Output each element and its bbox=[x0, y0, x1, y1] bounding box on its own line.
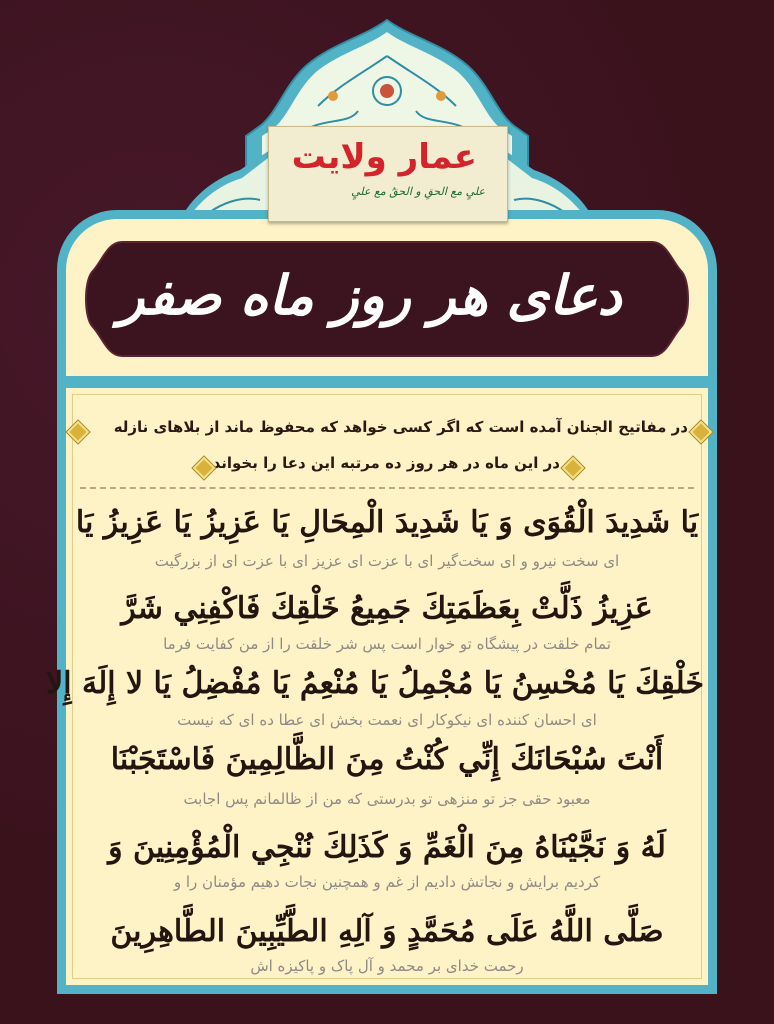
dashed-divider bbox=[80, 487, 694, 489]
verse-persian: ای سخت نیرو و ای سخت‌گیر ای با عزت ای عزیز ای با عزت ای از بزرگیت bbox=[154, 552, 620, 570]
brand-title: عمار ولایت bbox=[291, 137, 477, 177]
intro-line-2: در این ماه در هر روز ده مرتبه این دعا را بخواند bbox=[212, 454, 560, 472]
intro-line-1: در مفاتیح الجنان آمده است که اگر کسی خواهد که محفوظ ماند از بلاهای نازله bbox=[113, 418, 688, 436]
verse-persian: معبود حقی جز تو منزهی تو بدرستی که من از ظالمانم پس اجابت bbox=[183, 790, 591, 808]
left-ornament-band bbox=[180, 140, 270, 220]
verse-persian: کردیم برایش و نجاتش دادیم از غم و همچنین نجات دهیم مؤمنان را و bbox=[173, 873, 601, 891]
verse-arabic: يَا شَدِيدَ الْقُوَى وَ يَا شَدِيدَ الْمِحَالِ يَا عَزِيزُ يَا عَزِيزُ يَا bbox=[75, 505, 699, 540]
verse-arabic: عَزِيزُ ذَلَّتْ بِعَظَمَتِكَ جَمِيعُ خَلْقِكَ فَاكْفِنِي شَرَّ bbox=[121, 591, 653, 626]
banner-title: دعای هر روز ماه صفر bbox=[118, 263, 622, 327]
right-ornament-band bbox=[504, 140, 594, 220]
verse-persian: رحمت خدای بر محمد و آل پاک و پاکیزه اش bbox=[250, 957, 524, 975]
verse-persian: ای احسان کننده ای نیکوکار ای نعمت بخش ای عطا ده ای که نیست bbox=[177, 711, 597, 729]
verse-arabic: خَلْقِكَ يَا مُحْسِنُ يَا مُجْمِلُ يَا مُنْعِمُ يَا مُفْضِلُ يَا لا إِلَهَ إِلا bbox=[46, 666, 704, 701]
verse-arabic: أَنْتَ سُبْحَانَكَ إِنِّي كُنْتُ مِنَ الظَّالِمِينَ فَاسْتَجَبْنَا bbox=[110, 742, 664, 777]
verse-arabic: لَهُ وَ نَجَّيْنَاهُ مِنَ الْغَمِّ وَ كَذَلِكَ نُنْجِي الْمُؤْمِنِينَ وَ bbox=[108, 830, 666, 865]
brand-badge bbox=[268, 126, 508, 222]
brand-subtitle: علیٍ مع الحقِ و الحقُ مع علیٍ bbox=[351, 185, 485, 198]
verse-persian: تمام خلقت در پیشگاه تو خوار است پس شر خلقت را از من کفایت فرما bbox=[163, 635, 611, 653]
verse-arabic: صَلَّى اللَّهُ عَلَى مُحَمَّدٍ وَ آلِهِ الطَّيِّبِينَ الطَّاهِرِينَ bbox=[110, 914, 664, 949]
